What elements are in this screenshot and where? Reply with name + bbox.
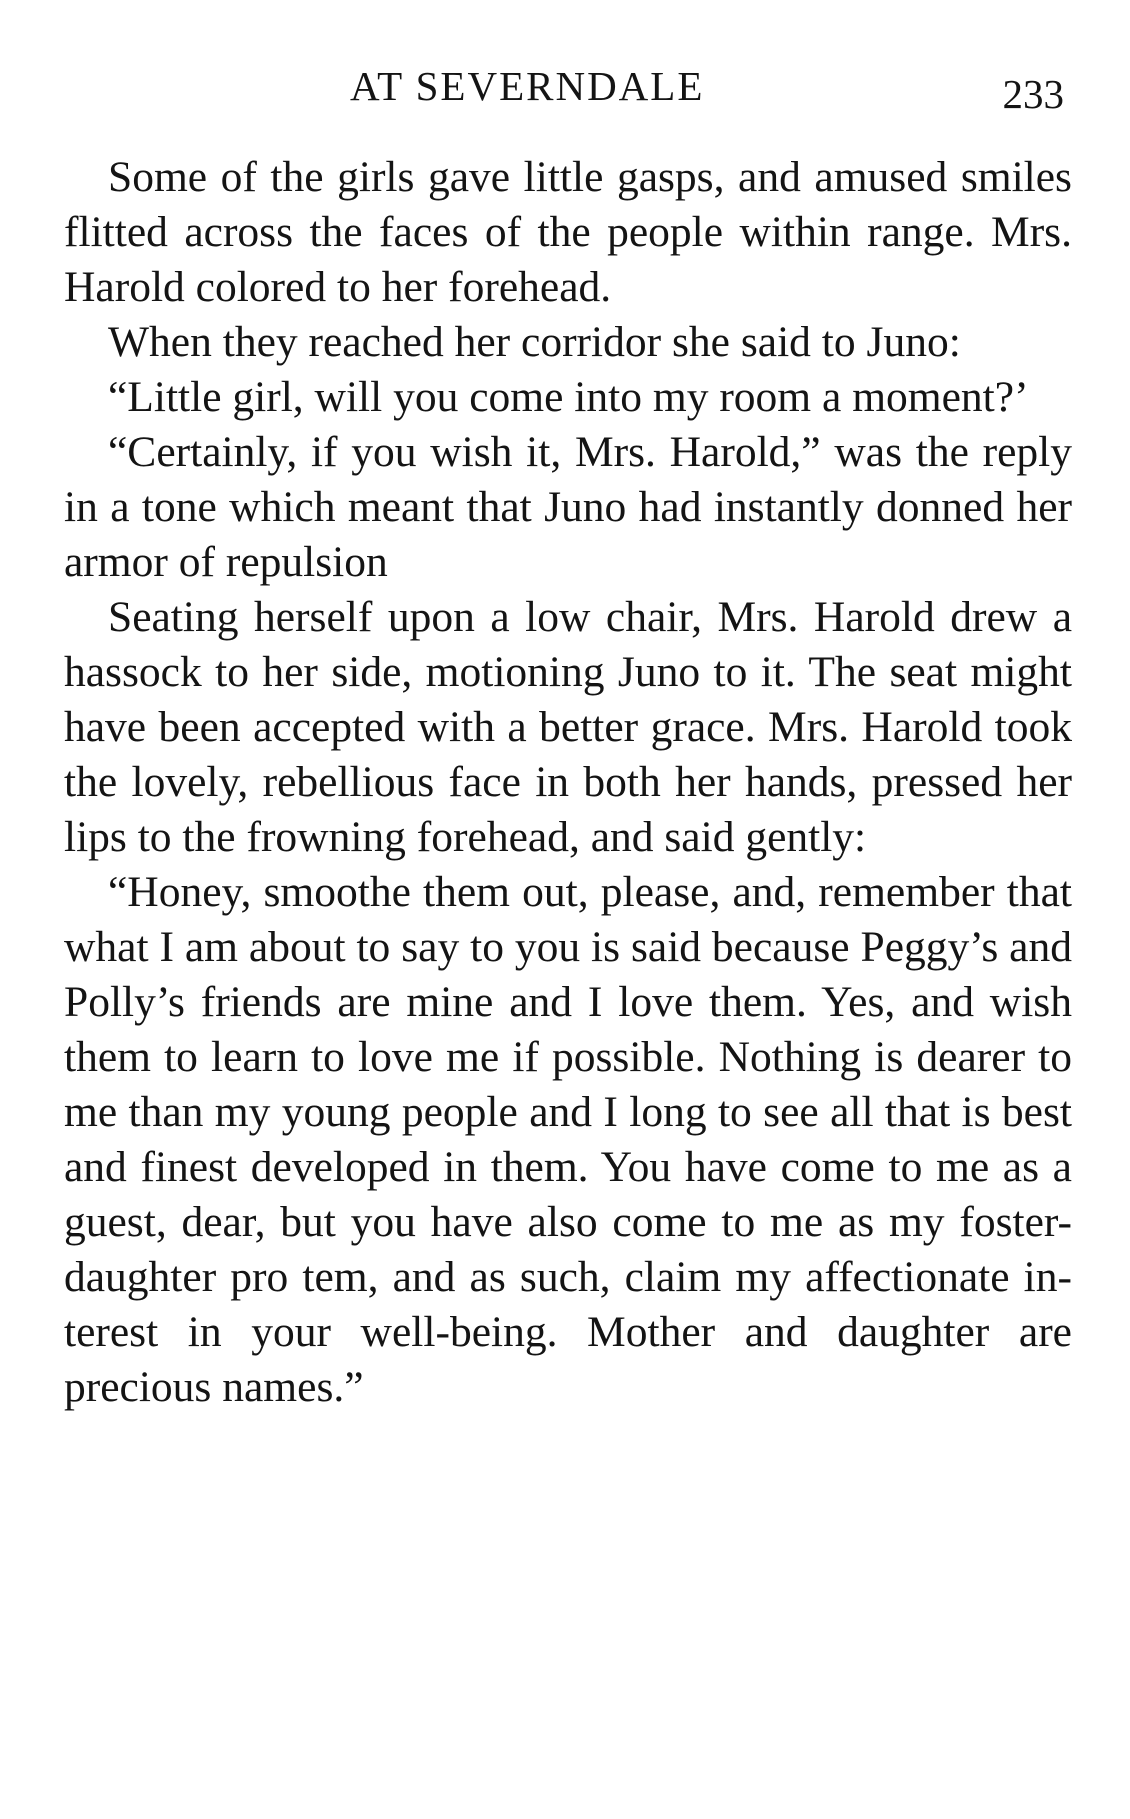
- paragraph: “Little girl, will you come into my room a moment?’: [108, 373, 1029, 421]
- paragraph: “Honey, smoothe them out, please, and, remember that what I am about to say to you is said because Peggy’s and Polly’s friends are mine and I love them. Yes, and wish them to learn to love me if possible. Nothing is dearer to me than my young people and I long to see all that is best and finest developed in them. You have come to me as a guest, dear, but you have also come to me as my foster-daughter pro tem, and as such, claim my affectionate interest in your well-being. Mother and daughter are precious names.”: [64, 868, 1072, 1411]
- running-head: [64, 56, 1064, 116]
- page-number: 233: [1002, 71, 1064, 117]
- paragraph: Some of the girls gave little gasps, and amused smiles flitted across the faces of the people within range. Mrs. Harold colored to her forehead.: [64, 153, 1072, 311]
- running-title: AT SEVERNDALE: [350, 63, 705, 109]
- body-text: [64, 150, 1072, 1415]
- paragraph: “Certainly, if you wish it, Mrs. Harold,” was the reply in a tone which meant that Juno had instantly donned her armor of repulsion: [64, 428, 1072, 586]
- paragraph: Seating herself upon a low chair, Mrs. Harold drew a hassock to her side, motioning Juno to it. The seat might have been accepted with a better grace. Mrs. Harold took the lovely, rebellious face in both her hands, pressed her lips to the frowning forehead, and said gently:: [64, 593, 1072, 861]
- paragraph: When they reached her corridor she said to Juno:: [108, 318, 961, 366]
